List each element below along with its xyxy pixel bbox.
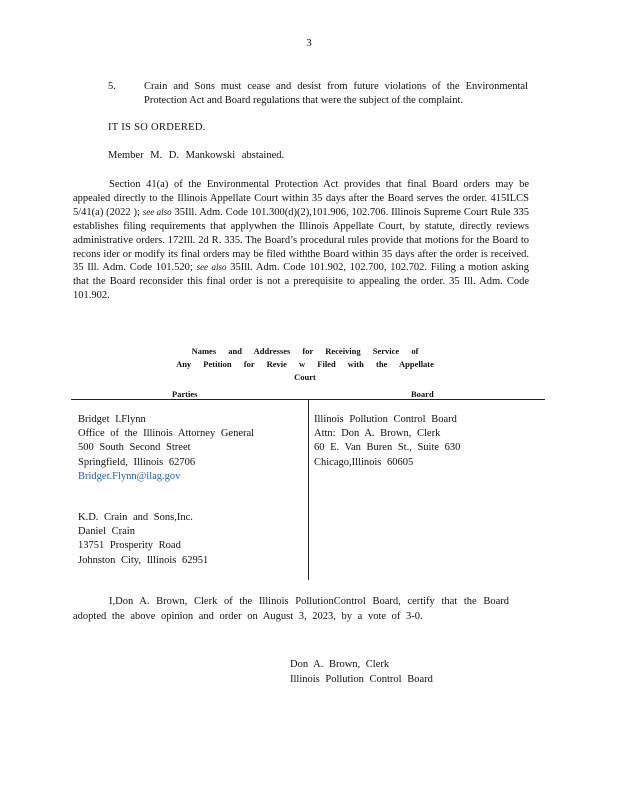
appeal-text-2: 35Ill. Adm. Code 101.300(d)(2),101.906, 102.706. Illinois Supreme Court Rule 335 establishes filing requirements that applywhen the Illinois Appellate Court, by statute, directly reviews administrative orders. 172Ill. 2d R. 335. The Board’s procedural rules provide that motions for the Board to recons ider or modify its final orders may be filed withthe Board within 35 days after the order is received. 35 Ill. Adm. Code 101.520; — [73, 206, 529, 274]
appeal-text-3: 35Ill. Adm. Code 101.902, 102.700, 102.702. Filing a motion asking that the Board reconsider this final order is not a prerequisite to appealing the order. 35 Ill. Adm. Code 101.902. — [73, 262, 529, 302]
party-1-office: Office of the Illinois Attorney General — [78, 428, 255, 440]
board-name: Illinois Pollution Control Board — [314, 414, 457, 425]
order-item-number: 5. — [108, 81, 116, 92]
party-1-address — [78, 413, 254, 484]
signature-name: Don A. Brown, Clerk — [290, 659, 390, 670]
party-2-street: 13751 Prosperity Road — [78, 540, 181, 552]
board-street: 60 E. Van Buren St., Suite 630 — [314, 442, 461, 454]
board-attn: Attn: Don A. Brown, Clerk — [314, 428, 441, 440]
clerk-certification: I,Don A. Brown, Clerk of the Illinois PollutionControl Board, certify that the Board adopted the above opinion and order on August 3, 2023, by a vote of 3-0. — [73, 596, 509, 622]
party-2-name: K.D. Crain and Sons,Inc. — [78, 512, 193, 523]
abstention-note: Member M. D. Mankowski abstained. — [108, 150, 285, 161]
party-2-address — [78, 511, 208, 568]
parties-header: Parties — [172, 389, 198, 399]
so-ordered: IT IS SO ORDERED. — [108, 122, 206, 133]
party-2-contact: Daniel Crain — [78, 526, 135, 538]
party-1-email-link[interactable]: Bridget.Flynn@ilag.gov — [78, 470, 181, 482]
service-title-line-2: Any Petition for Revie w Filed with the Appellate Court — [176, 359, 434, 382]
see-also-2: see also — [196, 262, 227, 273]
see-also-1: see also — [142, 206, 172, 217]
board-address — [314, 413, 460, 470]
appeal-text-1: Section 41(a) of the Environmental Protection Act provides that final Board orders may be appealed directly to the Illinois Appellate Court within 35 days after the Board serves the order. 415ILCS 5/41(a) (2022 ); — [73, 179, 529, 218]
signature-block — [290, 658, 433, 687]
service-table-title — [160, 345, 450, 384]
appeal-paragraph — [73, 178, 529, 303]
order-item-text: Crain and Sons must cease and desist from future violations of the Environmental Protection Act and Board regulations that were the subject of the complaint. — [144, 81, 528, 106]
party-1-street: 500 South Second Street — [78, 442, 191, 454]
table-vertical-rule — [308, 399, 309, 580]
service-title-line-1: Names and Addresses for Receiving Service of — [191, 346, 419, 356]
party-1-name: Bridget I.Flynn — [78, 414, 146, 425]
page-number: 3 — [306, 37, 312, 49]
board-city: Chicago,Illinois 60605 — [314, 456, 414, 468]
party-2-city: Johnston City, Illinois 62951 — [78, 554, 209, 566]
signature-org: Illinois Pollution Control Board — [290, 673, 433, 685]
board-header: Board — [411, 389, 434, 399]
order-item-5 — [108, 80, 528, 108]
party-1-city: Springfield, Illinois 62706 — [78, 456, 196, 468]
